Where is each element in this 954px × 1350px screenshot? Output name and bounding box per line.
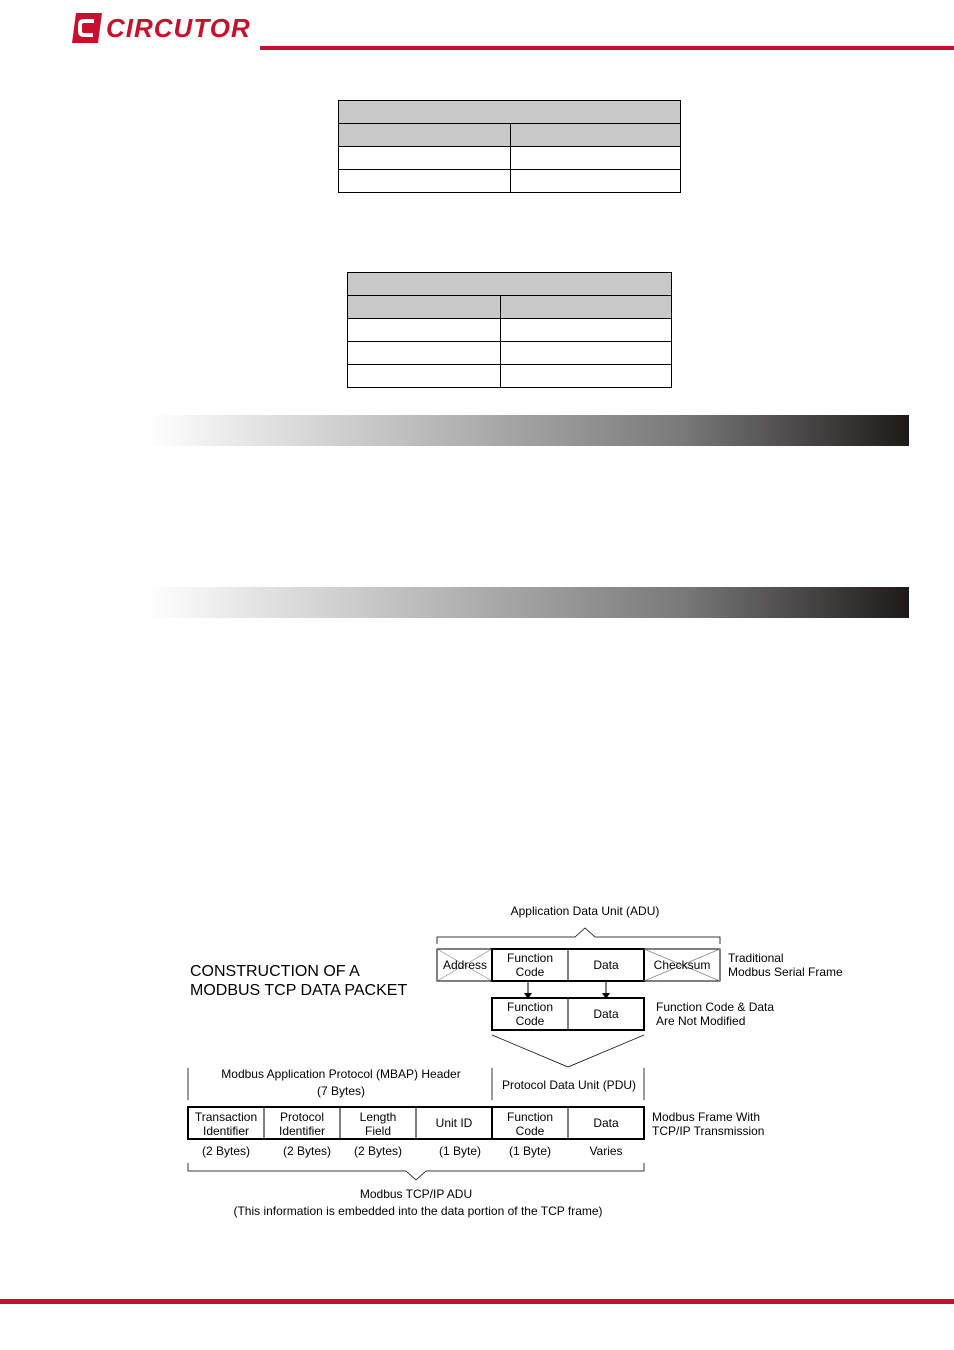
serial-frame-label-1: Traditional <box>728 951 784 965</box>
tcp-adu-label: Modbus TCP/IP ADU <box>359 1187 473 1201</box>
table-title-row <box>348 273 672 296</box>
tcp-frame-label-2: TCP/IP Transmission <box>652 1124 765 1138</box>
circutor-logo <box>70 11 250 47</box>
table-cell <box>348 342 501 365</box>
adu-label: Application Data Unit (ADU) <box>510 904 660 918</box>
table-cell <box>339 101 681 124</box>
tcp-field-length-field: Length Field <box>359 1110 397 1138</box>
section-heading-bar-2 <box>146 587 909 618</box>
table-title-row <box>339 101 681 124</box>
table-cell <box>339 170 511 193</box>
pdu-label: Protocol Data Unit (PDU) <box>501 1078 637 1092</box>
table-row <box>348 319 672 342</box>
tcp-field-data: Data <box>593 1116 619 1130</box>
table-cell <box>511 147 681 170</box>
tcp-field-unit-id: Unit ID <box>435 1116 473 1130</box>
tcp-size-data: Varies <box>589 1144 623 1158</box>
table-cell <box>348 319 501 342</box>
pdu-note-2: Are Not Modified <box>656 1014 746 1028</box>
serial-field-address: Address <box>442 958 488 972</box>
table-cell <box>511 124 681 147</box>
table-row <box>348 365 672 388</box>
table-cell <box>501 342 672 365</box>
pdu-field-data: Data <box>593 1007 619 1021</box>
header-rule <box>260 46 954 50</box>
table-row <box>339 147 681 170</box>
data-table-2 <box>347 272 672 388</box>
table-cell <box>339 147 511 170</box>
section-heading-bar-1 <box>146 415 909 446</box>
logo-text: CIRCUTOR <box>106 13 251 43</box>
table-cell <box>501 365 672 388</box>
tcp-size-unit-id: (1 Byte) <box>438 1144 482 1158</box>
table-cell <box>348 296 501 319</box>
tcp-size-length: (2 Bytes) <box>353 1144 403 1158</box>
tcp-field-protocol-identifier: Protocol Identifier <box>278 1110 326 1138</box>
table-cell <box>339 124 511 147</box>
data-table-1 <box>338 100 681 193</box>
tcp-frame-label-1: Modbus Frame With <box>652 1110 761 1124</box>
serial-field-function-code: Function Code <box>506 951 554 979</box>
serial-frame-label-2: Modbus Serial Frame <box>728 965 843 979</box>
table-cell <box>511 170 681 193</box>
tcp-size-transaction: (2 Bytes) <box>201 1144 251 1158</box>
table-cell <box>501 296 672 319</box>
diagram-lines <box>180 895 860 1230</box>
table-header-row <box>348 296 672 319</box>
table-cell <box>348 365 501 388</box>
tcp-field-function-code: Function Code <box>506 1110 554 1138</box>
tcp-size-protocol: (2 Bytes) <box>282 1144 332 1158</box>
footer-rule <box>0 1299 954 1304</box>
table-row <box>339 170 681 193</box>
pdu-note-1: Function Code & Data <box>656 1000 775 1014</box>
serial-field-checksum: Checksum <box>653 958 711 972</box>
table-cell <box>501 319 672 342</box>
table-cell <box>348 273 672 296</box>
table-row <box>348 342 672 365</box>
circutor-logo-mark-icon <box>70 11 104 45</box>
tcp-adu-note: (This information is embedded into the data portion of the TCP frame) <box>233 1204 603 1218</box>
tcp-size-function-code: (1 Byte) <box>508 1144 552 1158</box>
modbus-tcp-diagram <box>180 895 860 1230</box>
pdu-field-function-code: Function Code <box>506 1000 554 1028</box>
diagram-title-line-1: CONSTRUCTION OF A <box>190 963 360 980</box>
table-header-row <box>339 124 681 147</box>
tcp-field-transaction-identifier: Transaction Identifier <box>194 1110 258 1138</box>
mbap-header-label-1: Modbus Application Protocol (MBAP) Header <box>221 1067 461 1081</box>
mbap-header-label-2: (7 Bytes) <box>316 1084 366 1098</box>
serial-field-data: Data <box>593 958 619 972</box>
diagram-title-line-2: MODBUS TCP DATA PACKET <box>190 982 408 999</box>
